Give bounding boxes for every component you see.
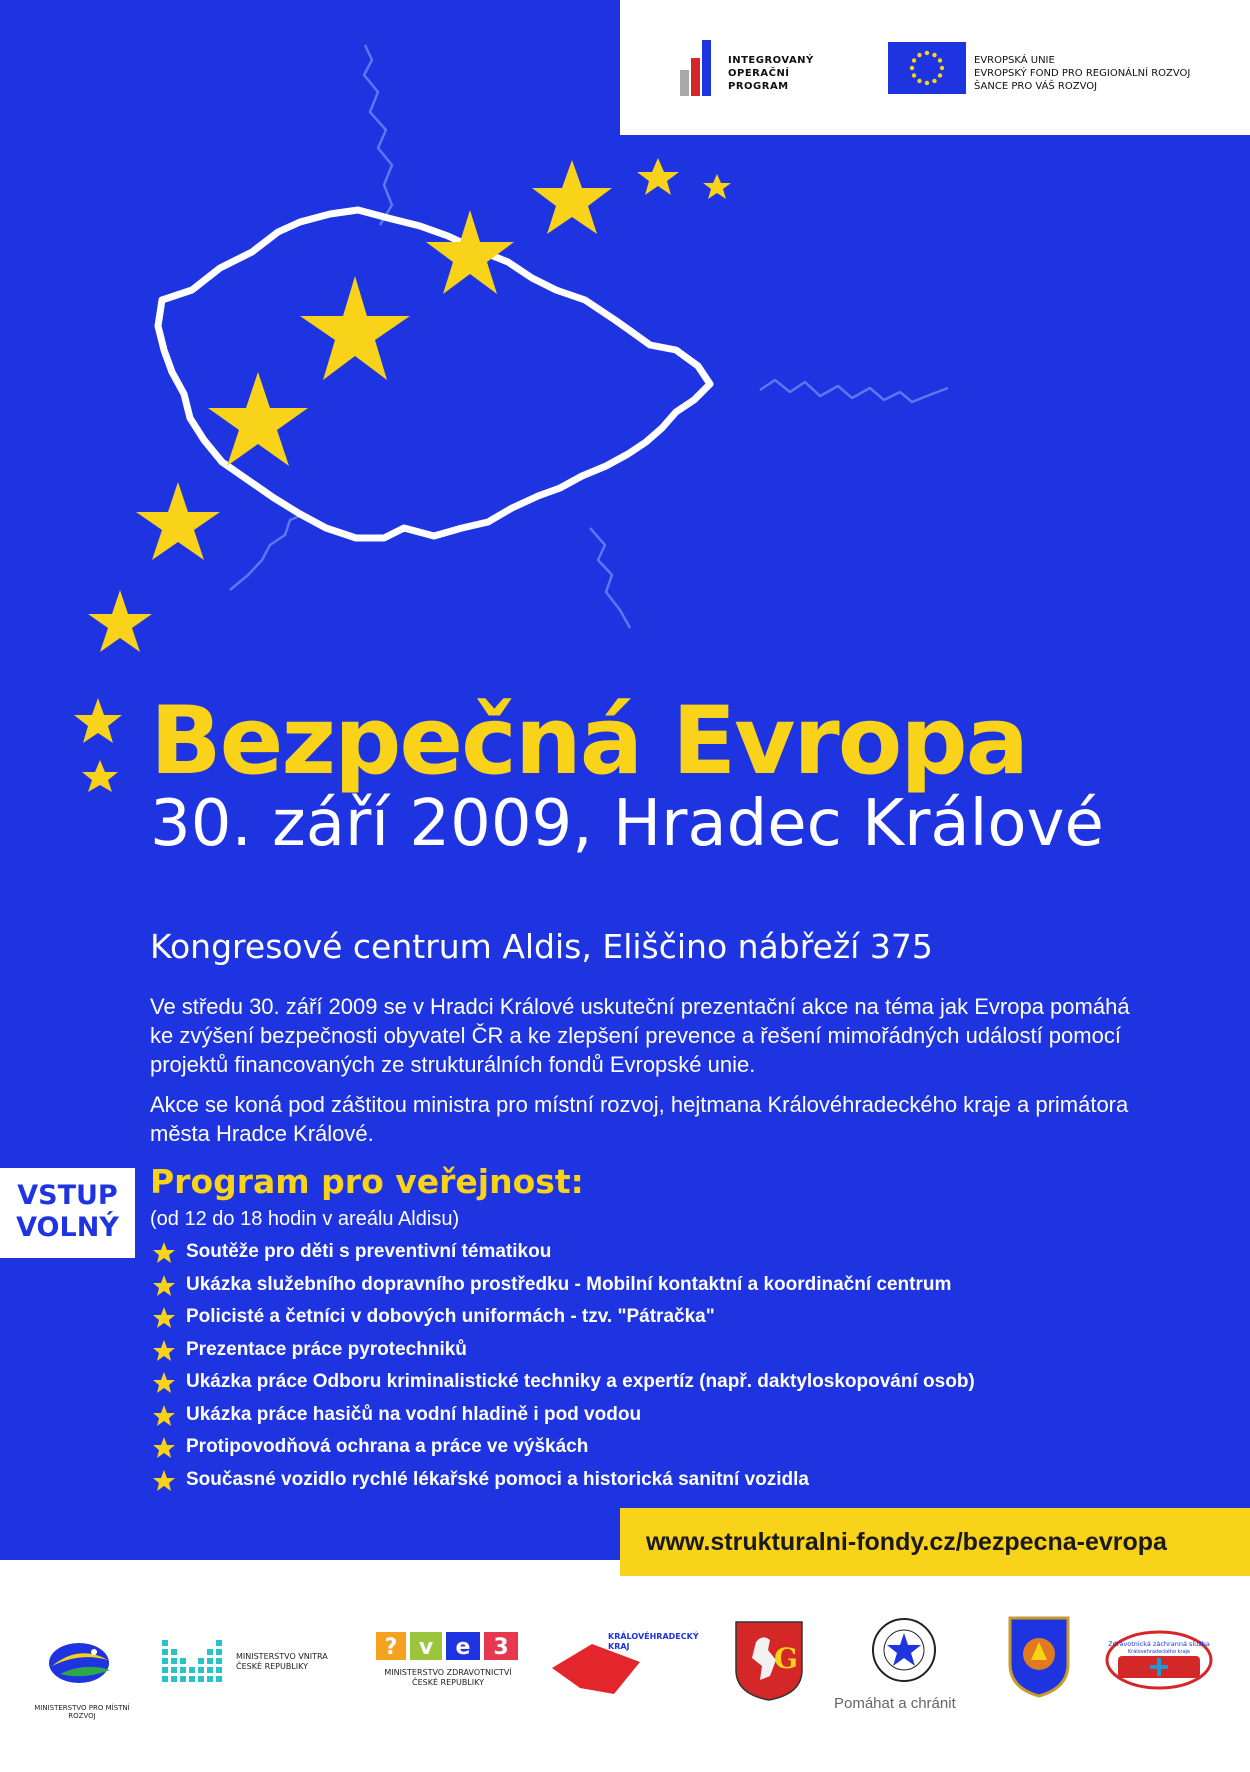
eu-flag-star — [932, 53, 936, 57]
program-item-text: Protipovodňová ochrana a práce ve výškách — [186, 1436, 589, 1457]
kraj-text — [608, 1632, 699, 1652]
eu-flag-star — [910, 66, 914, 70]
iop-logo — [680, 40, 830, 96]
mv-logo-dot — [198, 1676, 204, 1682]
star-icon — [152, 1371, 176, 1395]
admission-line: VSTUP — [17, 1180, 118, 1211]
mv-logo-dot — [180, 1658, 186, 1664]
star-icon — [152, 1241, 176, 1265]
mv-logo-dot — [162, 1658, 168, 1664]
star-icon — [300, 276, 410, 380]
star-icon — [703, 174, 731, 199]
star-icon — [74, 698, 122, 743]
mv-logo-dot — [216, 1649, 222, 1655]
mv-logo-dot — [198, 1667, 204, 1673]
mz-text — [376, 1668, 520, 1688]
mz-logo — [376, 1628, 520, 1662]
star-icon — [88, 590, 152, 652]
list-item — [150, 1301, 975, 1334]
iop-bars-icon — [680, 40, 724, 96]
star-icon — [637, 158, 679, 195]
eu-flag-star — [932, 79, 936, 83]
coat-letter: G — [774, 1642, 798, 1675]
fire-rescue-emblem — [1006, 1614, 1072, 1698]
mmr-text: MINISTERSTVO PRO MÍSTNÍ ROZVOJ — [34, 1704, 130, 1720]
mv-logo-dot — [171, 1667, 177, 1673]
star-icon — [82, 760, 118, 792]
ambulance-emblem — [1104, 1628, 1214, 1692]
program-subtitle: (od 12 do 18 hodin v areálu Aldisu) — [150, 1208, 460, 1230]
star-icon — [136, 482, 220, 560]
mv-logo-dot — [162, 1649, 168, 1655]
intro-paragraph: Ve středu 30. září 2009 se v Hradci Králové uskuteční prezentační akce na téma jak Evropa pomáhá ke zvýšení bezpečnosti obyvatel ČR a ke zlepšení prevence a řešení mimořádných událostí pomocí projektů financovaných ze strukturálních fondů Evropské unie. — [150, 994, 1130, 1077]
eu-text-line: EVROPSKÁ UNIE — [974, 55, 1055, 66]
program-item-text: Prezentace práce pyrotechniků — [186, 1338, 467, 1360]
zzs-text: Zdravotnická záchranná služba — [1108, 1640, 1210, 1648]
patronage-paragraph: Akce se koná pod záštitou ministra pro místní rozvoj, hejtmana Královéhradeckého kraje a primátora města Hradce Králové. — [150, 1092, 1129, 1146]
program-item-text: Ukázka práce Odboru kriminalistické techniky a expertíz (např. daktyloskopování osob) — [186, 1371, 975, 1392]
river-line — [760, 380, 948, 402]
mv-logo-dot — [171, 1649, 177, 1655]
river-line — [590, 528, 630, 628]
eu-text-line: ŠANCE PRO VÁŠ ROZVOJ — [974, 81, 1098, 92]
list-item — [150, 1269, 975, 1302]
iop-text-line: INTEGROVANÝ — [728, 55, 814, 66]
mv-logo-dot — [207, 1676, 213, 1682]
iop-text-line: OPERAČNÍ — [728, 68, 790, 79]
eu-logo — [888, 42, 1228, 96]
mv-logo-dot — [216, 1676, 222, 1682]
star-icon — [152, 1404, 176, 1428]
mv-logo-dot — [180, 1667, 186, 1673]
mz-letter: v — [418, 1635, 434, 1660]
mv-logo-dot — [207, 1667, 213, 1673]
list-item — [150, 1334, 975, 1367]
kraj-text-line: KRÁLOVÉHRADECKÝ — [608, 1632, 699, 1641]
star-icon — [152, 1469, 176, 1493]
mv-logo-dot — [189, 1676, 195, 1682]
eu-flag-star — [917, 79, 921, 83]
police-motto: Pomáhat a chránit — [834, 1695, 956, 1712]
star-icon — [532, 160, 612, 234]
eu-flag-star — [925, 81, 929, 85]
star-icon — [152, 1274, 176, 1298]
mmr-logo — [30, 1622, 128, 1704]
mv-logo-dot — [198, 1658, 204, 1664]
mv-logo — [158, 1636, 226, 1688]
mv-logo-dot — [180, 1676, 186, 1682]
list-item — [150, 1464, 975, 1497]
eu-flag-star — [917, 53, 921, 57]
zzs-text: Královéhradeckého kraje — [1127, 1649, 1191, 1655]
star-icon — [152, 1339, 176, 1363]
eu-text-line: EVROPSKÝ FOND PRO REGIONÁLNÍ ROZVOJ — [974, 68, 1191, 79]
star-icon — [208, 372, 308, 466]
eu-flag-star — [925, 51, 929, 55]
star-icon — [152, 1436, 176, 1460]
program-title: Program pro veřejnost: — [150, 1162, 584, 1201]
mv-logo-dot — [216, 1658, 222, 1664]
eu-flag-star — [938, 73, 942, 77]
mv-text — [236, 1652, 328, 1672]
kraj-text-line: KRAJ — [608, 1642, 630, 1651]
river-line — [364, 45, 392, 225]
eu-flag-star — [940, 66, 944, 70]
eu-flag-icon — [888, 42, 966, 94]
program-item-text: Ukázka služebního dopravního prostředku - Mobilní kontaktní a koordinační centrum — [186, 1273, 952, 1295]
list-item — [150, 1431, 975, 1464]
mz-letter: ? — [384, 1635, 398, 1660]
event-venue: Kongresové centrum Aldis, Eliščino nábřeží 375 — [150, 927, 933, 966]
event-title: Bezpečná Evropa — [150, 687, 1028, 796]
coat-of-arms-icon — [734, 1620, 804, 1702]
czech-map-outline — [158, 210, 710, 538]
mv-logo-dot — [162, 1676, 168, 1682]
url-banner — [620, 1508, 1250, 1576]
program-item-text: Současné vozidlo rychlé lékařské pomoci a historická sanitní vozidla — [186, 1468, 810, 1490]
mv-text-line: MINISTERSTVO VNITRA — [236, 1652, 328, 1661]
mz-text-line: ČESKÉ REPUBLIKY — [411, 1678, 484, 1687]
event-date-place: 30. září 2009, Hradec Králové — [150, 787, 1104, 861]
website-link[interactable]: www.strukturalni-fondy.cz/bezpecna-evropa — [646, 1528, 1167, 1556]
mv-logo-dot — [216, 1640, 222, 1646]
partner-logos — [0, 1580, 1250, 1772]
mv-text-line: ČESKÉ REPUBLIKY — [236, 1662, 309, 1671]
program-list — [150, 1236, 975, 1496]
eu-flag-star — [938, 58, 942, 62]
eu-flag-star — [912, 73, 916, 77]
free-admission-badge — [0, 1168, 135, 1258]
mv-logo-dot — [171, 1676, 177, 1682]
mv-logo-dot — [207, 1649, 213, 1655]
mv-logo-dot — [216, 1667, 222, 1673]
eu-flag-star — [912, 58, 916, 62]
mv-logo-dot — [207, 1658, 213, 1664]
program-item-text: Policisté a četníci v dobových uniformách - tzv. "Pátračka" — [186, 1306, 715, 1327]
star-icon — [152, 1306, 176, 1330]
list-item — [150, 1236, 975, 1269]
list-item — [150, 1366, 975, 1399]
program-item-text: Soutěže pro děti s preventivní tématikou — [186, 1241, 552, 1262]
mz-letter: 3 — [493, 1635, 509, 1660]
mz-letter: e — [455, 1635, 471, 1660]
river-line — [230, 515, 302, 590]
mv-logo-dot — [162, 1667, 168, 1673]
admission-line: VOLNÝ — [16, 1212, 119, 1243]
mv-logo-dot — [162, 1640, 168, 1646]
police-star-icon — [870, 1616, 938, 1684]
mv-logo-dot — [189, 1667, 195, 1673]
mz-text-line: MINISTERSTVO ZDRAVOTNICTVÍ — [384, 1668, 512, 1677]
list-item — [150, 1399, 975, 1432]
iop-text-line: PROGRAM — [728, 81, 789, 92]
star-icon — [426, 210, 514, 294]
program-item-text: Ukázka práce hasičů na vodní hladině i pod vodou — [186, 1403, 642, 1425]
mv-logo-dot — [171, 1658, 177, 1664]
